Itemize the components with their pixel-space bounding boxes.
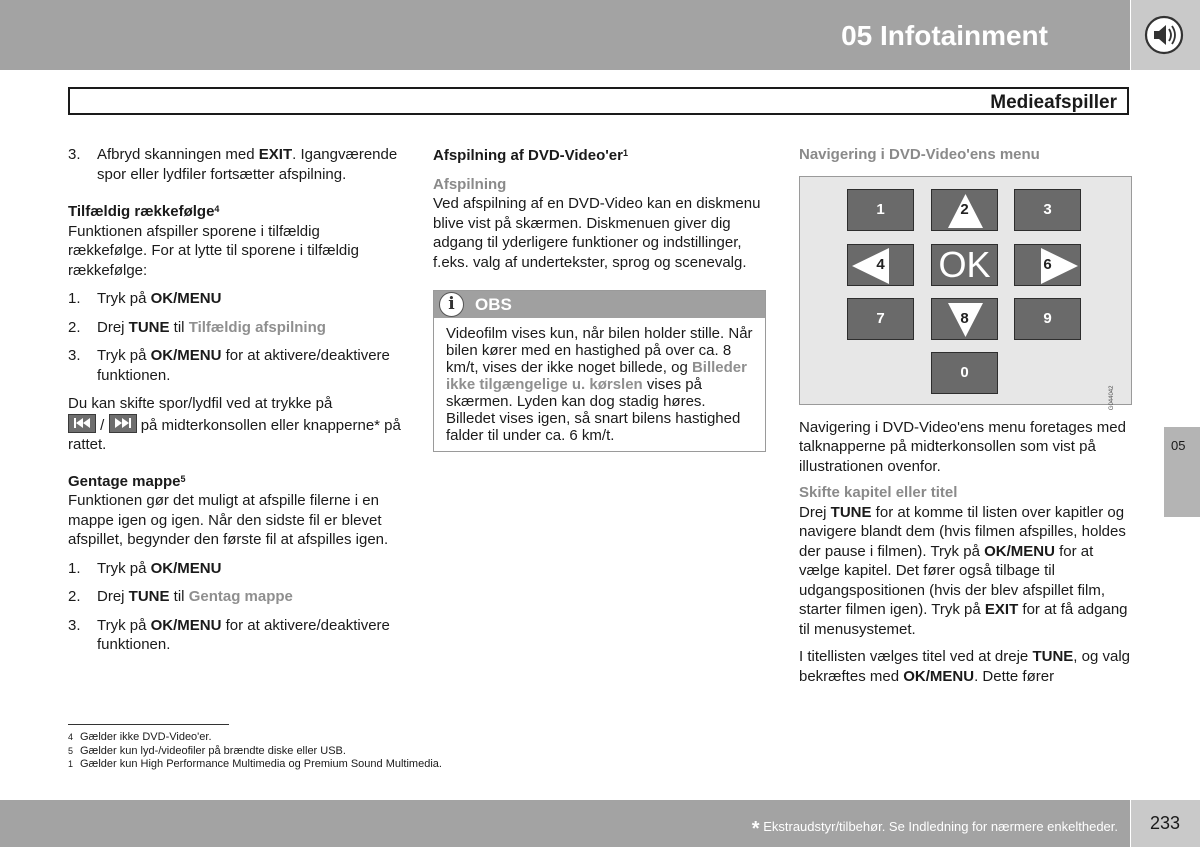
heading-dvd-playback: Afspilning af DVD-$Video'er^1$ (433, 147, 628, 164)
key-4-left: 4 (847, 244, 914, 286)
bold-text: EXIT (258, 146, 293, 163)
list-item: 3. Tryk på OK/MENU for at aktivere/deaktivere funktionen. (68, 347, 390, 384)
note-title: OBS (475, 295, 512, 314)
heading-dvd-menu-navigation: Navigering i DVD-Video'ens menu (799, 146, 1040, 163)
note-header (434, 291, 765, 318)
column-2 (433, 146, 766, 452)
key-6-right: 6 (1014, 244, 1081, 286)
skip-paragraph: Du kan skifte spor/lydfil ved at trykke på / på midterkonsollen eller knapperne* på rattet. (68, 395, 401, 453)
key-0: 0 (931, 352, 998, 394)
list-text: Afbryd skanningen med (97, 146, 259, 163)
list-text: . Igangværende spor eller lydfiler fortsætter afspilning. (97, 146, 398, 183)
list-item (68, 145, 403, 184)
subheading-playback: Afspilning (433, 175, 507, 193)
random-description: Funktionen afspiller sporene i tilfældig rækkefølge. For at lytte til sporene i tilfældig rækkefølge: (68, 222, 359, 279)
chapter-paragraph-1: Drej TUNE for at komme til listen over kapitler og navigere blandt dem (hvis filmen afspilles, holdes der pause i filmen). Tryk på OK/MENU for at vælge kapitel. Det fører også tilbage til udgangspositionen (hvis der blev afspillet film, starter filmen igen). Tryk på EXIT for at få adgang til menusystemet. (799, 503, 1128, 638)
key-7: 7 (847, 298, 914, 340)
list-number: 3. (68, 146, 81, 163)
footer-bar (0, 800, 1130, 847)
key-9: 9 (1014, 298, 1081, 340)
screen-message-text: Billeder ikke tilgængelige u. kørslen (446, 359, 747, 393)
key-2-up: 2 (931, 189, 998, 231)
footnote: 4 Gælder ikke DVD-Video'er. (68, 731, 212, 743)
footnote-divider (68, 724, 229, 725)
key-3: 3 (1014, 189, 1081, 231)
speaker-icon (1143, 14, 1185, 56)
menu-option-text: Gentag mappe (188, 588, 293, 605)
playback-description: Ved afspilning af en DVD-Video kan en diskmenu blive vist på skærmen. Diskmenuen giver dig adgang til yderligere funktioner og indstillinger, f.eks. valg af undertekster, sprog og scenevalg. (433, 195, 761, 271)
list-item: 1. Tryk på OK/MENU (68, 290, 222, 307)
repeat-description: Funktionen gør det muligt at afspille filerne i en mappe igen og igen. Når den sidste fil er blevet afspillet, begynder den første fil at afspilles igen. (68, 492, 389, 548)
menu-option-text: Tilfældig afspilning (188, 318, 326, 336)
footnote: 5 Gælder kun lyd-/videofiler på brændte diske eller USB. (68, 744, 346, 757)
heading-repeat-folder: Gentage mappe$^5$ (68, 472, 186, 490)
list-item: 3. Tryk på OK/MENU for at aktivere/deaktivere funktionen. (68, 616, 390, 653)
section-bar (68, 87, 1129, 115)
section-title: Medieafspiller (990, 92, 1117, 113)
keypad-illustration (799, 176, 1132, 411)
list-item: 2. Drej TUNE til Tilfældig afspilning (68, 318, 326, 336)
page-number-box (1131, 800, 1200, 847)
footnote-mark: 1 (622, 148, 628, 158)
chapter-side-tab (1164, 427, 1200, 517)
note-box (433, 290, 766, 452)
page-number: 233 (1150, 813, 1181, 833)
key-8-down: 8 (931, 298, 998, 340)
column-1 (68, 145, 403, 655)
image-code: G044042 (1109, 385, 1116, 411)
footnotes (68, 731, 442, 772)
previous-track-icon (68, 414, 96, 433)
column-3 (799, 145, 1134, 686)
side-tab-label: 05 (1171, 438, 1186, 453)
next-track-icon (109, 414, 137, 433)
key-ok: OK (931, 244, 998, 286)
info-icon: i (439, 292, 464, 317)
subheading-chapter-title: Skifte kapitel eller titel (799, 484, 958, 501)
header-bar (0, 0, 1130, 70)
key-1: 1 (847, 189, 914, 231)
list-item: 1. Tryk på OK/MENU (68, 559, 222, 577)
list-item: 2. Drej TUNE til Gentag mappe (68, 588, 293, 605)
footnote: 1 Gælder kun High Performance Multimedia og Premium Sound Multimedia. (68, 758, 442, 770)
header-icon-box (1131, 0, 1200, 70)
chapter-paragraph-2: I titellisten vælges titel ved at dreje TUNE, og valg bekræftes med OK/MENU. Dette fører (799, 648, 1131, 685)
chapter-title: 05 Infotainment (841, 20, 1048, 51)
footnote-mark: 5 (180, 473, 186, 484)
navigation-description: Navigering i DVD-Video'ens menu foretages med talknapperne på midterkonsollen som vist på illustrationen ovenfor. (799, 418, 1126, 475)
footnote-mark: 4 (214, 204, 220, 214)
note-text: Videofilm vises kun, når bilen holder stille. Når bilen kører med en hastighed på over ca. 8 km/t, vises der ikke noget billede, og Billeder ikke tilgængelige u. kørslen vises på skærmen. Lyden kan dog stadig høres. Billedet vises igen, så snart bilens hastighed falder til under ca. 6 km/t. (446, 325, 753, 444)
heading-random-order: Tilfældig rækkefølge$^4$ (68, 203, 220, 220)
accessory-note: * Ekstraudstyr/tilbehør. Se Indledning for nærmere enkeltheder. (751, 818, 1118, 840)
